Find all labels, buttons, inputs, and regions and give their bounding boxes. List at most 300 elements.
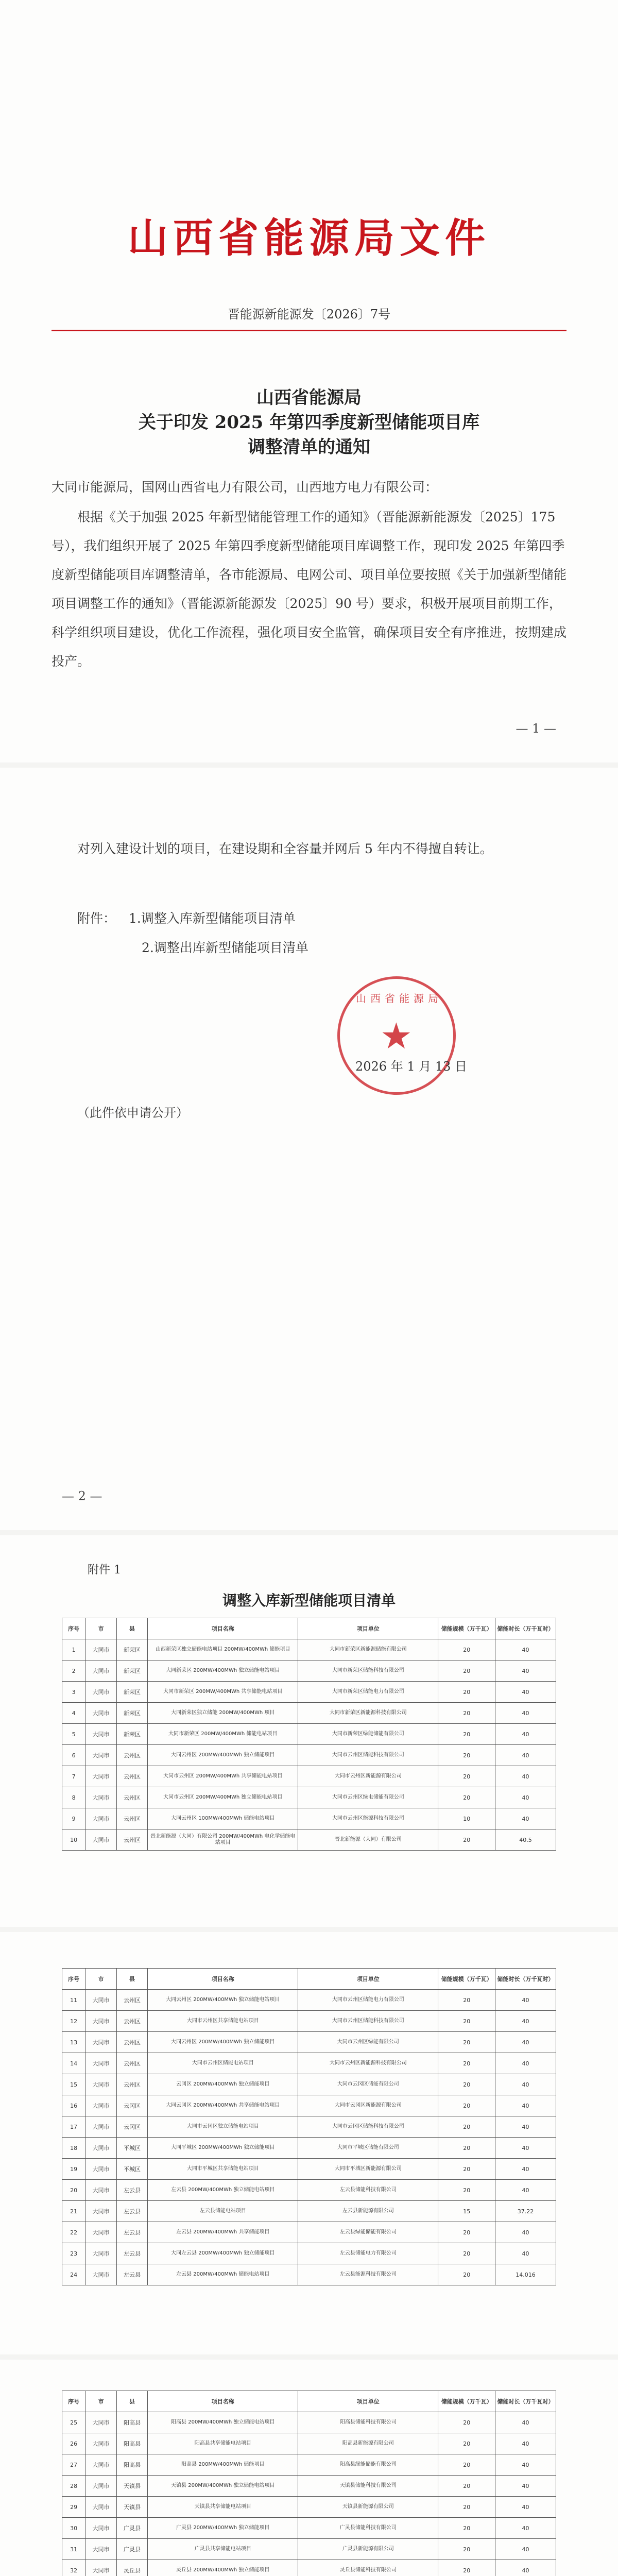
table-cell: 8 (62, 1787, 85, 1808)
table-cell: 大同市云州区储能科技有限公司 (298, 2011, 438, 2032)
red-divider-line (52, 330, 566, 331)
table-cell: 40 (495, 2095, 556, 2116)
table-cell: 10 (62, 1829, 85, 1851)
table-cell: 20 (438, 2539, 495, 2560)
table-cell: 阳高县绿能储能有限公司 (298, 2454, 438, 2476)
table-row (62, 1639, 556, 1660)
table-cell: 29 (62, 2497, 85, 2518)
annex-label: 附件： (77, 911, 116, 926)
table-cell: 云州区 (116, 2032, 147, 2053)
table-cell: 20 (438, 2518, 495, 2539)
page-number-1: — 1 — (516, 721, 556, 736)
table-cell: 20 (438, 2560, 495, 2576)
column-header: 储能时长（万千瓦时） (495, 1969, 556, 1990)
table-cell: 大同市 (85, 1745, 116, 1766)
table-cell: 19 (62, 2159, 85, 2180)
table-cell: 40 (495, 1639, 556, 1660)
table-row (62, 1703, 556, 1724)
table-cell: 广灵县储能科技有限公司 (298, 2518, 438, 2539)
table-cell: 云冈区 (116, 2116, 147, 2138)
table-cell: 广灵县 (116, 2518, 147, 2539)
page-number-2: — 2 — (62, 1489, 102, 1503)
page-1 (0, 0, 618, 762)
table-cell: 40 (495, 2454, 556, 2476)
table-row (62, 2180, 556, 2201)
annex-1-label: 附件 1 (88, 1564, 121, 1577)
table-cell: 20 (438, 2032, 495, 2053)
table-cell: 大同市云州区新能源科技有限公司 (298, 2053, 438, 2074)
table-cell: 大同市新荣区储能电力有限公司 (298, 1682, 438, 1703)
table-cell: 平城区 (116, 2159, 147, 2180)
table-cell: 大同市云州区 200MW/400MWh 共享储能电站项目 (148, 1766, 298, 1787)
table-cell: 27 (62, 2454, 85, 2476)
table-cell: 大同市新荣区新能源储能有限公司 (298, 1639, 438, 1660)
table-cell: 4 (62, 1703, 85, 1724)
document-header-title: 山西省能源局文件 (127, 215, 490, 262)
table-cell: 云冈区 (116, 2095, 147, 2116)
table-cell: 山西新荣区独立储能电站项目 200MW/400MWh 储能项目 (148, 1639, 298, 1660)
table-cell: 大同市新荣区 200MW/400MWh 储能电站项目 (148, 1724, 298, 1745)
table-cell: 20 (438, 2476, 495, 2497)
table-cell: 40 (495, 1682, 556, 1703)
table-cell: 大同市 (85, 1808, 116, 1829)
table-cell: 大同市云冈区独立储能电站项目 (148, 2116, 298, 2138)
table-cell: 3 (62, 1682, 85, 1703)
table-row (62, 1660, 556, 1682)
table-cell: 40 (495, 2138, 556, 2159)
table-cell: 26 (62, 2433, 85, 2454)
column-header: 项目名称 (148, 1969, 298, 1990)
annex-1-table-part-3 (62, 2391, 556, 2576)
table-cell: 新荣区 (116, 1639, 147, 1660)
table-cell: 40 (495, 1990, 556, 2011)
table-cell: 40 (495, 2159, 556, 2180)
table-cell: 24 (62, 2264, 85, 2285)
table-cell: 大同市 (85, 1703, 116, 1724)
table-cell: 左云县绿能储能有限公司 (298, 2222, 438, 2243)
table-cell: 9 (62, 1808, 85, 1829)
table-cell: 左云县储能科技有限公司 (298, 2180, 438, 2201)
table-cell: 广灵县 200MW/400MWh 独立储能项目 (148, 2518, 298, 2539)
table-cell: 阳高县共享储能电站项目 (148, 2433, 298, 2454)
table-cell: 左云县 (116, 2264, 147, 2285)
table-cell: 20 (438, 2159, 495, 2180)
table-cell: 大同市 (85, 2032, 116, 2053)
table-cell: 40 (495, 2053, 556, 2074)
table-cell: 20 (438, 2180, 495, 2201)
table-cell: 20 (438, 2074, 495, 2095)
column-header: 项目单位 (298, 1969, 438, 1990)
page-2 (0, 768, 618, 1530)
table-cell: 阳高县储能科技有限公司 (298, 2412, 438, 2433)
column-header: 项目单位 (298, 2391, 438, 2412)
table-cell: 20 (438, 1703, 495, 1724)
table-row (62, 2539, 556, 2560)
table-cell: 大同市 (85, 2518, 116, 2539)
table-cell: 40 (495, 2539, 556, 2560)
table-cell: 天镇县新能源有限公司 (298, 2497, 438, 2518)
table-cell: 20 (438, 1829, 495, 1851)
table-cell: 大同市平城区储能有限公司 (298, 2138, 438, 2159)
table-row (62, 2433, 556, 2454)
table-row (62, 2454, 556, 2476)
table-cell: 左云县 (116, 2243, 147, 2264)
table-cell: 40 (495, 2180, 556, 2201)
table-row (62, 1808, 556, 1829)
table-cell: 37.22 (495, 2201, 556, 2222)
table-cell: 大同市 (85, 2560, 116, 2576)
table-cell: 阳高县 (116, 2454, 147, 2476)
column-header: 序号 (62, 1618, 85, 1639)
table-cell: 天镇县储能科技有限公司 (298, 2476, 438, 2497)
table-cell: 天镇县共享储能电站项目 (148, 2497, 298, 2518)
table-cell: 大同新荣区独立储能 200MW/400MWh 项目 (148, 1703, 298, 1724)
table-cell: 20 (438, 2116, 495, 2138)
table-cell: 云州区 (116, 1990, 147, 2011)
table-cell: 大同市 (85, 1660, 116, 1682)
table-cell: 20 (438, 1990, 495, 2011)
table-cell: 大同市云州区新能源有限公司 (298, 1766, 438, 1787)
table-cell: 40 (495, 2497, 556, 2518)
table-cell: 1 (62, 1639, 85, 1660)
column-header: 县 (116, 1618, 147, 1639)
table-cell: 云州区 (116, 1766, 147, 1787)
table-cell: 阳高县 (116, 2433, 147, 2454)
table-cell: 大同市 (85, 2454, 116, 2476)
table-cell: 20 (438, 2454, 495, 2476)
column-header: 项目名称 (148, 2391, 298, 2412)
table-cell: 21 (62, 2201, 85, 2222)
table-cell: 广灵县新能源有限公司 (298, 2539, 438, 2560)
table-cell: 左云县新能源有限公司 (298, 2201, 438, 2222)
issue-date: 2026 年 1 月 13 日 (355, 1059, 468, 1074)
table-cell: 7 (62, 1766, 85, 1787)
seal-star-icon: ★ (380, 1015, 413, 1057)
table-row (62, 2243, 556, 2264)
table-row (62, 1990, 556, 2011)
table-cell: 大同市 (85, 2412, 116, 2433)
table-cell: 6 (62, 1745, 85, 1766)
table-cell: 大同市新荣区 200MW/400MWh 共享储能电站项目 (148, 1682, 298, 1703)
table-cell: 40 (495, 2074, 556, 2095)
table-row (62, 2497, 556, 2518)
table-cell: 40 (495, 2011, 556, 2032)
table-cell: 25 (62, 2412, 85, 2433)
table-cell: 大同云冈区 200MW/400MWh 共享储能电站项目 (148, 2095, 298, 2116)
table-cell: 40 (495, 1724, 556, 1745)
table-cell: 大同市云州区绿能有限公司 (298, 2032, 438, 2053)
table-row (62, 2159, 556, 2180)
table-cell: 大同市平城区新能源有限公司 (298, 2159, 438, 2180)
table-cell: 左云县 200MW/400MWh 独立储能电站项目 (148, 2180, 298, 2201)
table-cell: 20 (438, 1787, 495, 1808)
table-cell: 40 (495, 2518, 556, 2539)
table-cell: 13 (62, 2032, 85, 2053)
table-cell: 左云县 (116, 2201, 147, 2222)
table-cell: 20 (438, 2433, 495, 2454)
table-cell: 晋北新能源（大同）有限公司 (298, 1829, 438, 1851)
table-cell: 20 (438, 2412, 495, 2433)
table-cell: 大同市 (85, 2116, 116, 2138)
table-cell: 20 (438, 2138, 495, 2159)
table-cell: 灵丘县储能科技有限公司 (298, 2560, 438, 2576)
table-cell: 新荣区 (116, 1724, 147, 1745)
table-cell: 20 (438, 1766, 495, 1787)
table-cell: 大同市 (85, 1639, 116, 1660)
table-cell: 20 (438, 1745, 495, 1766)
table-cell: 左云县储能电站项目 (148, 2201, 298, 2222)
table-cell: 云州区 (116, 2011, 147, 2032)
table-cell: 大同平城区 200MW/400MWh 独立储能项目 (148, 2138, 298, 2159)
table-cell: 40 (495, 1766, 556, 1787)
table-row (62, 1724, 556, 1745)
table-cell: 14 (62, 2053, 85, 2074)
table-cell: 大同市云州区绿电储能有限公司 (298, 1787, 438, 1808)
table-row (62, 2116, 556, 2138)
table-row (62, 2264, 556, 2285)
table-header-row (62, 1618, 556, 1639)
table-cell: 大同市 (85, 2095, 116, 2116)
table-cell: 大同市云冈区储能科技有限公司 (298, 2116, 438, 2138)
table-cell: 20 (438, 2243, 495, 2264)
table-cell: 30 (62, 2518, 85, 2539)
table-cell: 大同新荣区 200MW/400MWh 独立储能电站项目 (148, 1660, 298, 1682)
table-row (62, 2518, 556, 2539)
table-cell: 23 (62, 2243, 85, 2264)
table-cell: 大同市 (85, 2159, 116, 2180)
table-cell: 大同市 (85, 2264, 116, 2285)
table-cell: 天镇县 (116, 2497, 147, 2518)
table-cell: 平城区 (116, 2138, 147, 2159)
table-cell: 40 (495, 1660, 556, 1682)
table-cell: 17 (62, 2116, 85, 2138)
table-cell: 大同市云冈区储能有限公司 (298, 2074, 438, 2095)
table-cell: 大同市 (85, 2539, 116, 2560)
table-cell: 40 (495, 1808, 556, 1829)
table-cell: 40 (495, 2476, 556, 2497)
table-cell: 5 (62, 1724, 85, 1745)
recipients: 大同市能源局，国网山西省电力有限公司，山西地方电力有限公司： (52, 480, 438, 495)
table-cell: 大同市 (85, 2074, 116, 2095)
column-header: 储能规模（万千瓦） (438, 1969, 495, 1990)
annex-1-page-b (0, 1932, 618, 2354)
table-row (62, 2412, 556, 2433)
table-cell: 20 (438, 1682, 495, 1703)
table-cell: 云州区 (116, 1745, 147, 1766)
table-row (62, 2095, 556, 2116)
table-cell: 新荣区 (116, 1682, 147, 1703)
annex-1-table-part-1 (62, 1618, 556, 1851)
table-cell: 20 (438, 1639, 495, 1660)
table-cell: 广灵县共享储能电站项目 (148, 2539, 298, 2560)
table-cell: 阳高县 200MW/400MWh 独立储能电站项目 (148, 2412, 298, 2433)
transfer-restriction-paragraph: 对列入建设计划的项目，在建设期和全容量并网后 5 年内不得擅自转让。 (77, 841, 493, 856)
table-cell: 大同市 (85, 1682, 116, 1703)
table-cell: 左云县能源科技有限公司 (298, 2264, 438, 2285)
official-seal (337, 976, 456, 1095)
table-row (62, 2053, 556, 2074)
table-cell: 云州区 (116, 1808, 147, 1829)
table-row (62, 2011, 556, 2032)
table-row (62, 2074, 556, 2095)
annex-item-1: 1.调整入库新型储能项目清单 (129, 911, 296, 926)
table-cell: 20 (438, 1724, 495, 1745)
table-cell: 大同云州区 200MW/400MWh 独立储能电站项目 (148, 1990, 298, 2011)
table-cell: 大同云州区 200MW/400MWh 独立储能项目 (148, 1745, 298, 1766)
table-cell: 16 (62, 2095, 85, 2116)
table-cell: 15 (62, 2074, 85, 2095)
table-cell: 40 (495, 2116, 556, 2138)
table-cell: 云州区 (116, 2074, 147, 2095)
table-cell: 20 (438, 2264, 495, 2285)
table-row (62, 2476, 556, 2497)
table-cell: 大同云州区 100MW/400MWh 储能电站项目 (148, 1808, 298, 1829)
table-header-row (62, 2391, 556, 2412)
column-header: 储能规模（万千瓦） (438, 2391, 495, 2412)
table-cell: 大同市 (85, 1724, 116, 1745)
column-header: 市 (85, 1618, 116, 1639)
table-cell: 20 (438, 1660, 495, 1682)
table-cell: 大同市新荣区储能科技有限公司 (298, 1660, 438, 1682)
column-header: 储能时长（万千瓦时） (495, 2391, 556, 2412)
table-cell: 11 (62, 1990, 85, 2011)
document-number: 晋能源新能源发〔2026〕7号 (227, 307, 391, 321)
table-cell: 左云县 200MW/400MWh 共享储能项目 (148, 2222, 298, 2243)
column-header: 县 (116, 1969, 147, 1990)
table-cell: 大同云州区 200MW/400MWh 独立储能项目 (148, 2032, 298, 2053)
table-row (62, 1787, 556, 1808)
table-cell: 40 (495, 2243, 556, 2264)
table-cell: 阳高县 200MW/400MWh 储能项目 (148, 2454, 298, 2476)
table-cell: 云州区 (116, 2053, 147, 2074)
table-cell: 大同市云州区储能电力有限公司 (298, 1990, 438, 2011)
table-cell: 14.016 (495, 2264, 556, 2285)
table-cell: 20 (438, 2222, 495, 2243)
notice-body-paragraph: 根据《关于加强 2025 年新型储能管理工作的通知》（晋能源新能源发〔2025〕175 号），我们组织开展了 2025 年第四季度新型储能项目库调整工作，现印发 2025 年第四季度新型储能项目库调整清单，各市能源局、电网公司、项目单位要按照《关于加强新型储能项目调整工作的通知》（晋能源新能源发〔2025〕90 号）要求，积极开展项目前期工作，科学组织项目建设，优化工作流程，强化项目安全监管，确保项目安全有序推进，按期建成投产。 (52, 510, 567, 669)
table-cell: 22 (62, 2222, 85, 2243)
table-cell: 2 (62, 1660, 85, 1682)
table-cell: 大同市云州区能源科技有限公司 (298, 1808, 438, 1829)
table-cell: 大同市 (85, 2201, 116, 2222)
table-cell: 阳高县 (116, 2412, 147, 2433)
table-row (62, 2560, 556, 2576)
table-cell: 大同市云州区共享储能电站项目 (148, 2011, 298, 2032)
column-header: 序号 (62, 1969, 85, 1990)
table-cell: 大同左云县 200MW/400MWh 独立储能项目 (148, 2243, 298, 2264)
table-cell: 15 (438, 2201, 495, 2222)
table-cell: 大同市新荣区绿能储能有限公司 (298, 1724, 438, 1745)
table-cell: 大同市 (85, 2433, 116, 2454)
table-cell: 新荣区 (116, 1703, 147, 1724)
table-cell: 阳高县新能源有限公司 (298, 2433, 438, 2454)
column-header: 项目单位 (298, 1618, 438, 1639)
table-row (62, 2201, 556, 2222)
table-cell: 大同市 (85, 2497, 116, 2518)
seal-ring-text: 山西省能源局 (356, 992, 442, 1005)
table-cell: 大同市云州区储能电站项目 (148, 2053, 298, 2074)
table-cell: 左云县 200MW/400MWh 储能电站项目 (148, 2264, 298, 2285)
table-row (62, 2032, 556, 2053)
table-cell: 20 (438, 2011, 495, 2032)
table-cell: 40.5 (495, 1829, 556, 1851)
table-cell: 32 (62, 2560, 85, 2576)
table-cell: 灵丘县 200MW/400MWh 独立储能项目 (148, 2560, 298, 2576)
table-row (62, 1766, 556, 1787)
table-cell: 40 (495, 2560, 556, 2576)
table-cell: 28 (62, 2476, 85, 2497)
table-cell: 40 (495, 2032, 556, 2053)
table-row (62, 2222, 556, 2243)
table-cell: 天镇县 200MW/400MWh 独立储能电站项目 (148, 2476, 298, 2497)
column-header: 市 (85, 1969, 116, 1990)
table-cell: 左云县 (116, 2222, 147, 2243)
table-cell: 20 (438, 2497, 495, 2518)
table-cell: 40 (495, 2222, 556, 2243)
table-cell: 大同市 (85, 1787, 116, 1808)
column-header: 项目名称 (148, 1618, 298, 1639)
annex-1-title: 调整入库新型储能项目清单 (222, 1592, 396, 1609)
notice-title-line-1: 山西省能源局 (256, 387, 362, 408)
table-cell: 40 (495, 1745, 556, 1766)
table-cell: 大同市 (85, 2138, 116, 2159)
table-cell: 大同市 (85, 2222, 116, 2243)
annex-1-page-c (0, 2360, 618, 2576)
table-cell: 大同市新荣区新能源科技有限公司 (298, 1703, 438, 1724)
table-cell: 31 (62, 2539, 85, 2560)
table-cell: 18 (62, 2138, 85, 2159)
table-cell: 40 (495, 2412, 556, 2433)
table-cell: 大同市 (85, 1990, 116, 2011)
table-row (62, 1682, 556, 1703)
column-header: 储能规模（万千瓦） (438, 1618, 495, 1639)
table-cell: 云州区 (116, 1787, 147, 1808)
table-cell: 新荣区 (116, 1660, 147, 1682)
table-cell: 40 (495, 1703, 556, 1724)
table-cell: 大同市云冈区新能源有限公司 (298, 2095, 438, 2116)
table-cell: 40 (495, 2433, 556, 2454)
column-header: 市 (85, 2391, 116, 2412)
table-cell: 云冈区 200MW/400MWh 独立储能项目 (148, 2074, 298, 2095)
table-row (62, 2138, 556, 2159)
table-cell: 大同市 (85, 1766, 116, 1787)
table-cell: 晋北新能源（大同）有限公司 200MW/400MWh 电化学储能电站项目 (148, 1829, 298, 1851)
table-cell: 20 (62, 2180, 85, 2201)
table-cell: 大同市平城区共享储能电站项目 (148, 2159, 298, 2180)
table-cell: 大同市云州区储能科技有限公司 (298, 1745, 438, 1766)
table-cell: 大同市 (85, 2180, 116, 2201)
table-cell: 灵丘县 (116, 2560, 147, 2576)
table-cell: 大同市云州区 200MW/400MWh 独立储能电站项目 (148, 1787, 298, 1808)
table-cell: 广灵县 (116, 2539, 147, 2560)
table-row (62, 1829, 556, 1851)
table-cell: 左云县储能电力有限公司 (298, 2243, 438, 2264)
column-header: 储能时长（万千瓦时） (495, 1618, 556, 1639)
table-cell: 大同市 (85, 2011, 116, 2032)
table-cell: 12 (62, 2011, 85, 2032)
table-cell: 天镇县 (116, 2476, 147, 2497)
table-cell: 大同市 (85, 2476, 116, 2497)
public-disclosure-note: （此件依申请公开） (77, 1106, 188, 1120)
table-cell: 20 (438, 2095, 495, 2116)
table-cell: 大同市 (85, 1829, 116, 1851)
column-header: 序号 (62, 2391, 85, 2412)
table-cell: 大同市 (85, 2243, 116, 2264)
annex-1-table-part-2 (62, 1968, 556, 2285)
table-cell: 云州区 (116, 1829, 147, 1851)
table-header-row (62, 1969, 556, 1990)
table-cell: 40 (495, 1787, 556, 1808)
table-cell: 左云县 (116, 2180, 147, 2201)
